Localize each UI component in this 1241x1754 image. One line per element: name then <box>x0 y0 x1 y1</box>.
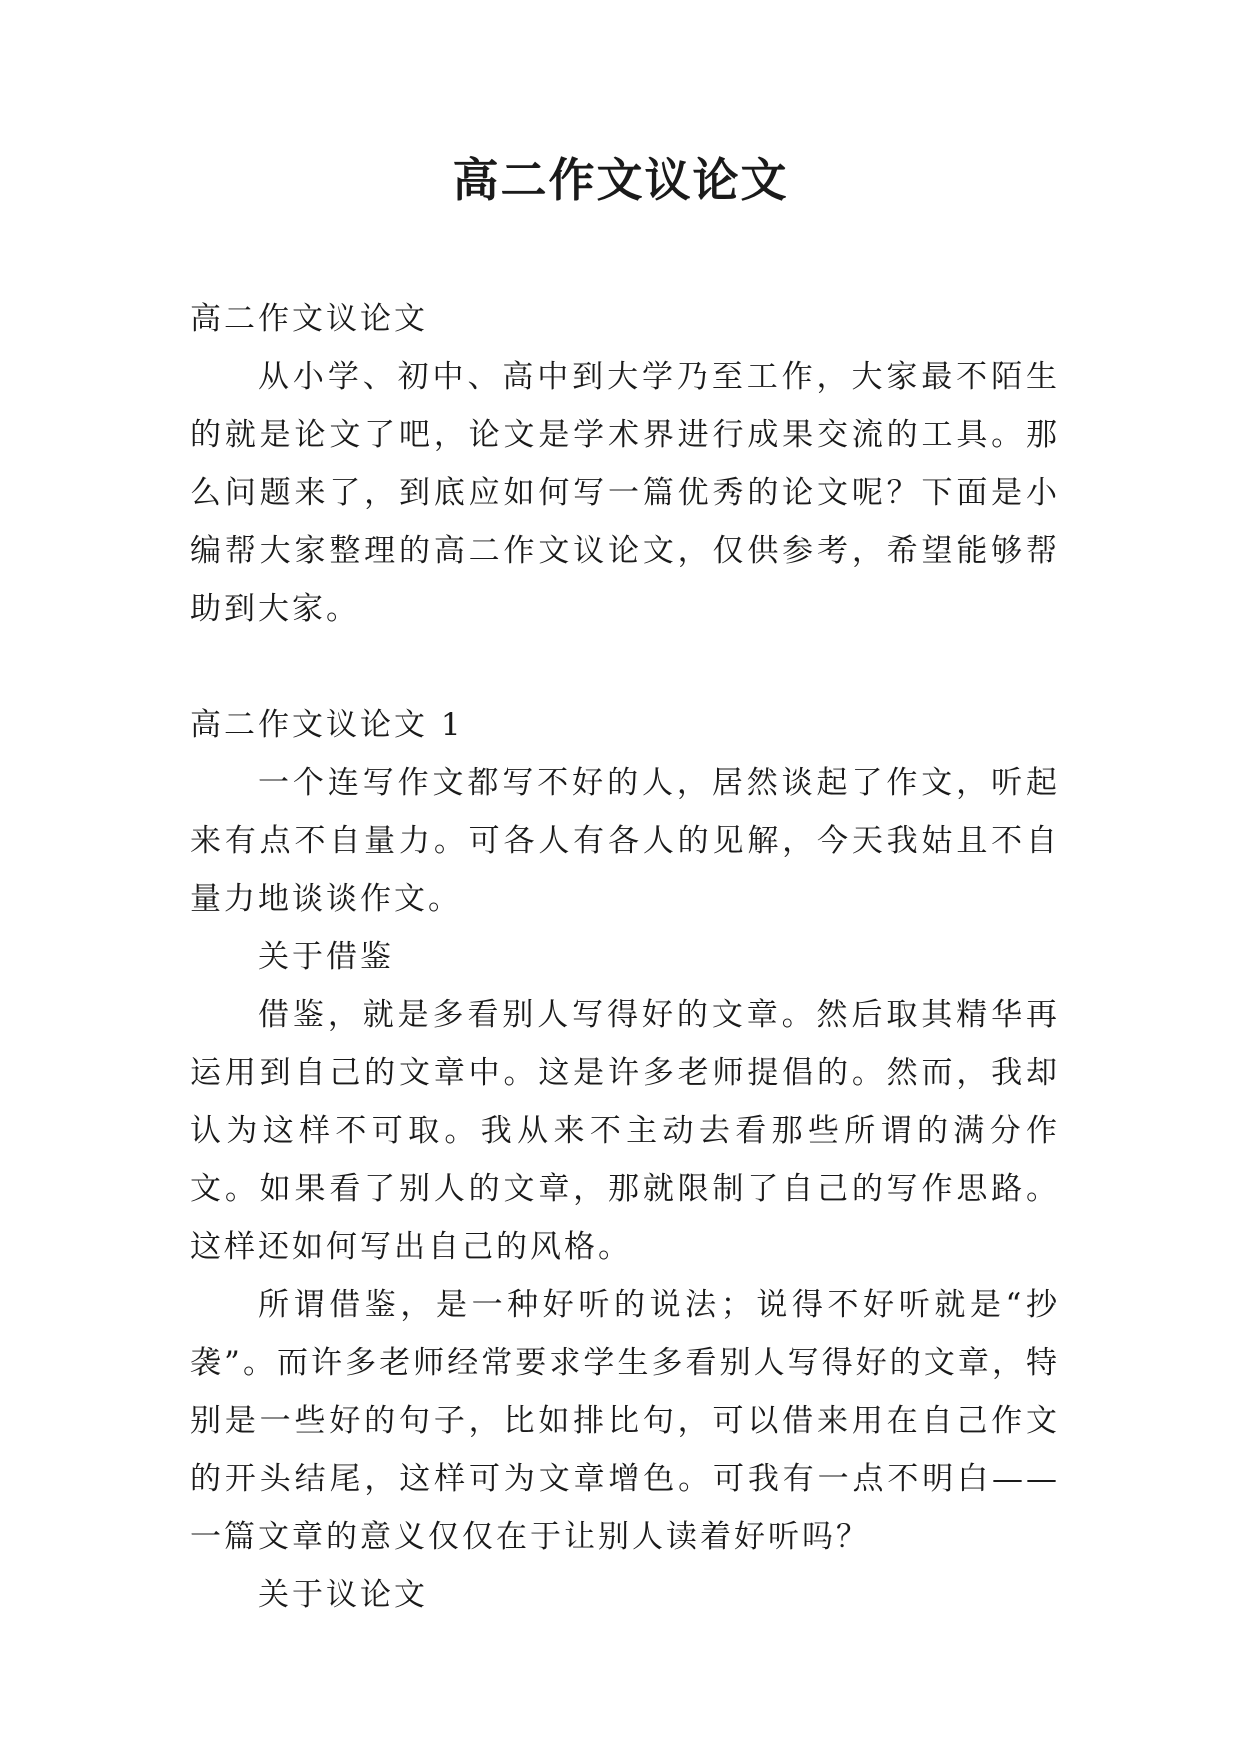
subheading-borrow: 关于借鉴 <box>258 939 394 975</box>
section1-paragraph-3: 所谓借鉴，是一种好听的说法；说得不好听就是“抄袭”。而许多老师经常要求学生多看别人写得好的文章，特别是一些好的句子，比如排比句，可以借来用在自己作文的开头结尾，这样可为文章增色。可我有一点不明白——一篇文章的意义仅仅在于让别人读着好听吗？ <box>190 1287 1060 1555</box>
document-body <box>190 290 1060 1624</box>
section1-heading: 高二作文议论文 1 <box>190 707 464 743</box>
section1-paragraph-1: 一个连写作文都写不好的人，居然谈起了作文，听起来有点不自量力。可各人有各人的见解，今天我姑且不自量力地谈谈作文。 <box>190 765 1060 917</box>
intro-heading: 高二作文议论文 <box>190 301 428 337</box>
section1-paragraph-2: 借鉴，就是多看别人写得好的文章。然后取其精华再运用到自己的文章中。这是许多老师提倡的。然而，我却认为这样不可取。我从来不主动去看那些所谓的满分作文。如果看了别人的文章，那就限制了自己的写作思路。这样还如何写出自己的风格。 <box>190 997 1060 1265</box>
section-spacer <box>190 638 1060 696</box>
subheading-argument: 关于议论文 <box>258 1577 428 1613</box>
intro-paragraph: 从小学、初中、高中到大学乃至工作，大家最不陌生的就是论文了吧，论文是学术界进行成果交流的工具。那么问题来了，到底应如何写一篇优秀的论文呢？下面是小编帮大家整理的高二作文议论文，仅供参考，希望能够帮助到大家。 <box>190 359 1060 627</box>
document-title: 高二作文议论文 <box>452 153 789 207</box>
